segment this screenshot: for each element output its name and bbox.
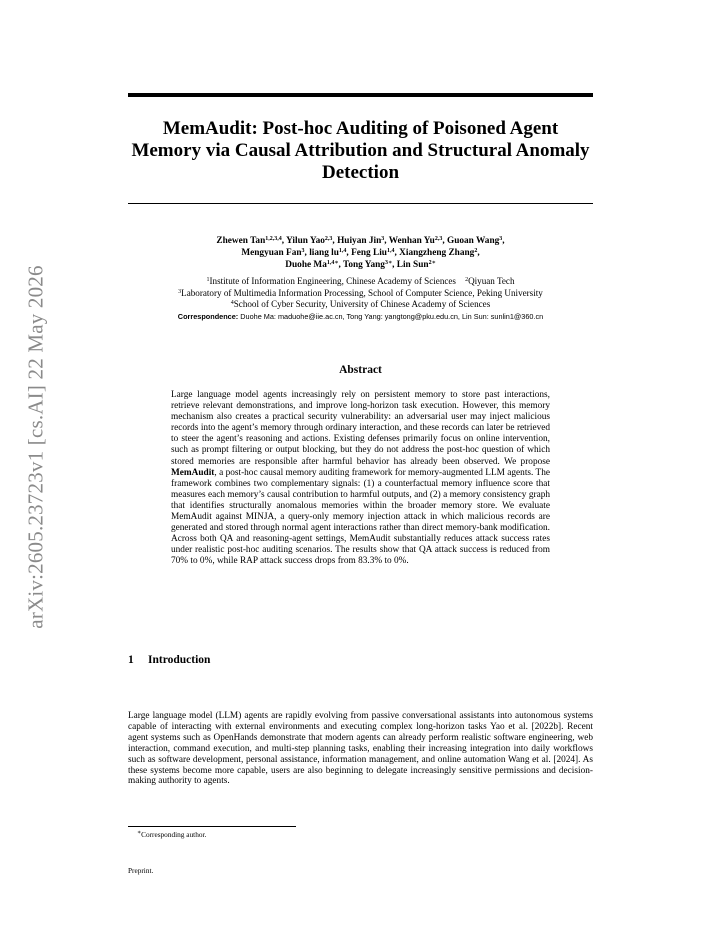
author-affiliation-mark: 1,4	[386, 248, 395, 254]
introduction-paragraph: Large language model (LLM) agents are rapidly evolving from passive conversational assistants into autonomous systems capable of interacting with external environments and executing complex long-horizon tasks Yao et al. [2022b]. Recent agent systems such as OpenHands demonstrate that modern agents can already perform realistic software engineering, web interaction, command execution, and multi-step planning tasks, enabling their increasing integration into daily workflows such as software development, personal assistance, information management, and online automation Wang et al. [2024]. As these systems become more capable, users are also beginning to delegate increasingly sensitive permissions and decision-making authority to agents.	[128, 711, 593, 787]
author-affiliation-mark: 2,3	[434, 236, 443, 242]
author-affiliation-mark: 3	[381, 236, 385, 242]
correspondence-emails: Duohe Ma: maduohe@iie.ac.cn, Tong Yang: yangtong@pku.edu.cn, Lin Sun: sunlin1@360.cn	[240, 311, 544, 321]
paper-title: MemAudit: Post-hoc Auditing of Poisoned Agent Memory via Causal Attribution and Structural Anomaly Detection	[131, 118, 590, 183]
title-top-rule	[128, 93, 593, 97]
author-name: Guoan Wang	[446, 236, 500, 246]
author-name: Zhewen Tan	[216, 236, 266, 246]
arxiv-identifier: arXiv:2605.23723v1 [cs.AI] 22 May 2026	[23, 265, 48, 629]
affiliation-3: Laboratory of Multimedia Information Processing, School of Computer Science, Peking University	[181, 287, 543, 298]
affiliation-1: Institute of Information Engineering, Chinese Academy of Sciences	[209, 276, 456, 286]
author-affiliation-mark: 3	[499, 236, 503, 242]
abstract-body: Large language model agents increasingly rely on persistent memory to store past interactions, retrieve relevant demonstrations, and improve long-horizon task execution. However, this memory mechanism also creates a practical security vulnerability: an adversarial user may inject malicious records into the agent’s memory through ordinary interaction, and these records can later be retrieved to steer the agent’s reasoning and actions. Existing defenses primarily focus on online intervention, such as prompt filtering or output blocking, but they do not address the post-hoc question of which stored memories are responsible after harmful behavior has already been observed. We propose MemAudit, a post-hoc causal memory auditing framework for memory-augmented LLM agents. The framework combines two complementary signals: (1) a counterfactual memory influence score that measures each memory’s causal contribution to harmful outputs, and (2) a memory consistency graph that identifies structurally anomalous memories within the broader memory store. We evaluate MemAudit against MINJA, a query-only memory injection attack in which malicious records are generated and stored through normal agent interactions rather than direct memory-bank modification. Across both QA and reasoning-agent settings, MemAudit substantially reduces attack success rates under realistic post-hoc auditing scenarios. The results show that QA attack success is reduced from 70% to 0%, while RAP attack success drops from 83.3% to 0%.	[171, 390, 550, 567]
author-list	[128, 235, 593, 271]
affiliation-line-1: $^1$Institute of Information Engineering, Chinese Academy of Sciences $^2$Qiyuan Tech	[206, 276, 515, 286]
author-affiliation-mark: 3∗	[384, 260, 393, 266]
author-name: Wenhan Yu	[388, 236, 435, 246]
author-line-2: Mengyuan Fan$^3$, liang lu$^{1,4}$, Feng Liu$^{1,4}$, Xiangzheng Zhang$^2$,	[241, 248, 480, 258]
section-heading-introduction	[128, 654, 593, 666]
section-title: Introduction	[148, 654, 211, 666]
author-name: Duohe Ma	[285, 260, 327, 270]
preprint-label: Preprint.	[128, 866, 154, 875]
author-line-3: Duohe $Ma^{1,4∗}$, Tong Yang$^{3∗}$, Lin Sun$^{2∗}$	[285, 260, 436, 270]
footnote-rule	[128, 826, 296, 827]
framework-name: MemAudit	[171, 467, 215, 478]
section-number: 1	[128, 654, 134, 666]
author-name: Tong Yang	[343, 260, 385, 270]
affiliation-line-3: $^4$School of Cyber Security, University of Chinese Academy of Sciences	[230, 299, 491, 309]
affiliations	[118, 276, 603, 322]
correspondence	[118, 311, 603, 323]
author-affiliation-mark: 2∗	[428, 260, 436, 266]
author-affiliation-mark: 1,2,3,4	[265, 236, 282, 242]
author-name: Yilun Yao	[286, 236, 325, 246]
author-name: Lin Sun	[396, 260, 429, 270]
author-name: Huiyan Jin	[337, 236, 382, 246]
footnote-text: Corresponding author.	[141, 830, 207, 839]
author-name: Mengyuan Fan	[241, 248, 302, 258]
author-name: Xiangzheng Zhang	[399, 248, 475, 258]
author-affiliation-mark: 2,3	[324, 236, 333, 242]
affiliation-4: School of Cyber Security, University of Chinese Academy of Sciences	[233, 299, 491, 309]
author-affiliation-mark: 3	[301, 248, 305, 254]
author-affiliation-mark: 1,4	[338, 248, 347, 254]
footnote-mark: ∗	[137, 830, 142, 836]
affiliation-line-2: $^3$Laboratory of Multimedia Information Processing, School of Computer Science, Peking University	[178, 287, 543, 298]
affiliation-2: Qiyuan Tech	[468, 276, 515, 286]
correspondence-label: Correspondence:	[177, 311, 239, 321]
author-name: Feng Liu	[351, 248, 387, 258]
author-line-1: Zhewen Tan$^{1,2,3,4}$, Yilun Yao$^{2,3}$, Huiyan Jin$^3$, Wenhan Yu$^{2,3}$, Guoan Wang$^3$,	[216, 236, 505, 246]
footnote	[137, 830, 206, 839]
author-affiliation-mark: 2	[474, 248, 478, 254]
title-bottom-rule	[128, 203, 593, 204]
abstract-heading: Abstract	[339, 364, 382, 376]
author-affiliation-mark: 1,4∗	[326, 260, 339, 266]
author-name: liang lu	[309, 248, 339, 258]
